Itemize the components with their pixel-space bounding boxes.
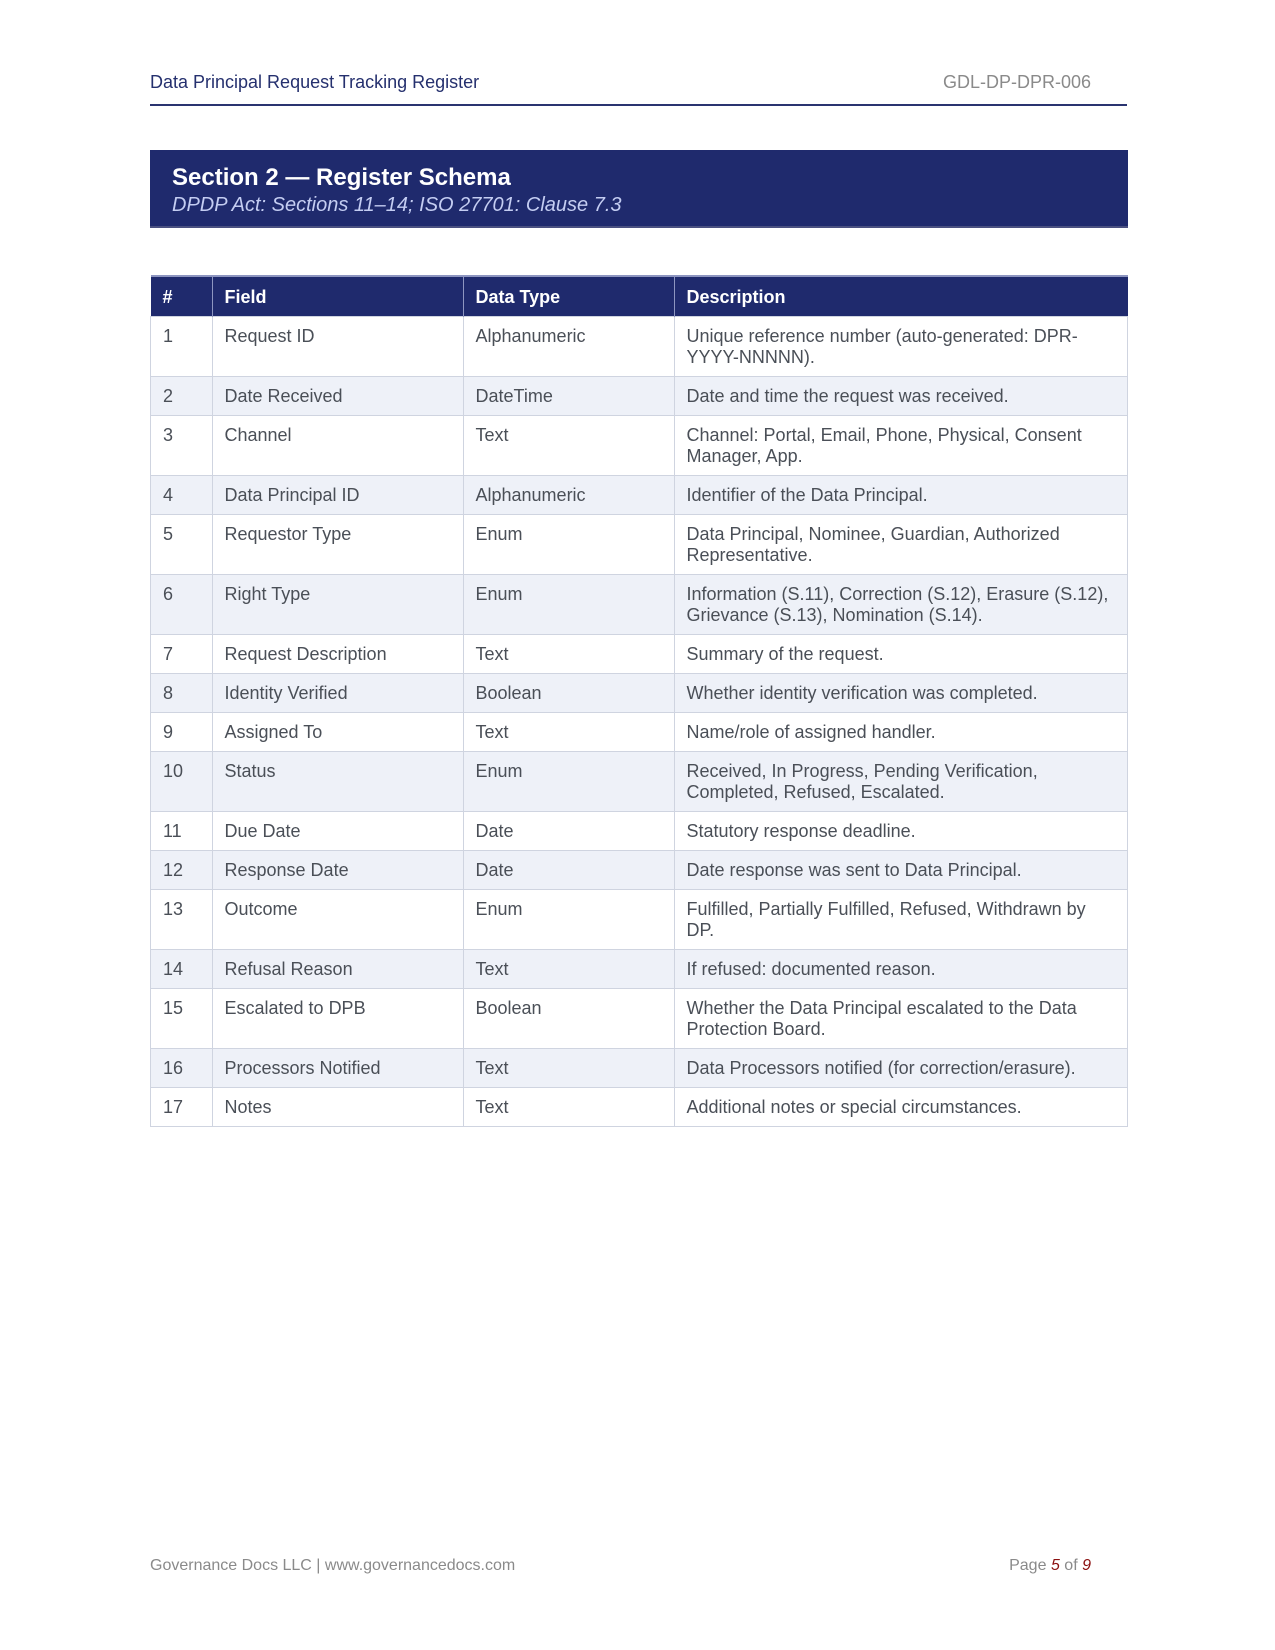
- table-row: [151, 989, 1128, 1049]
- table-row: [151, 950, 1128, 989]
- cell-field: Refusal Reason: [212, 950, 463, 989]
- cell-description: Date response was sent to Data Principal.: [674, 851, 1128, 890]
- page-label: Page: [1009, 1557, 1047, 1574]
- cell-description: Summary of the request.: [674, 635, 1128, 674]
- cell-number: 14: [151, 950, 213, 989]
- cell-number: 3: [151, 416, 213, 476]
- cell-data-type: Text: [463, 635, 674, 674]
- table-row: [151, 890, 1128, 950]
- cell-description: Unique reference number (auto-generated: DPR-YYYY-NNNNN).: [674, 317, 1128, 377]
- cell-field: Requestor Type: [212, 515, 463, 575]
- cell-description: If refused: documented reason.: [674, 950, 1128, 989]
- table-row: [151, 674, 1128, 713]
- cell-number: 4: [151, 476, 213, 515]
- cell-number: 1: [151, 317, 213, 377]
- cell-data-type: Enum: [463, 515, 674, 575]
- column-header-data-type: Data Type: [463, 276, 674, 317]
- cell-number: 9: [151, 713, 213, 752]
- cell-data-type: Alphanumeric: [463, 317, 674, 377]
- cell-field: Response Date: [212, 851, 463, 890]
- page-header: [150, 72, 1127, 106]
- cell-number: 5: [151, 515, 213, 575]
- cell-field: Notes: [212, 1088, 463, 1127]
- cell-data-type: Text: [463, 1088, 674, 1127]
- table-row: [151, 812, 1128, 851]
- page-number: [1009, 1557, 1091, 1575]
- section-subtitle: DPDP Act: Sections 11–14; ISO 27701: Clause 7.3: [172, 194, 622, 216]
- cell-field: Request ID: [212, 317, 463, 377]
- page-total: 9: [1082, 1557, 1091, 1574]
- cell-field: Identity Verified: [212, 674, 463, 713]
- register-schema-table: [150, 275, 1128, 1127]
- table-row: [151, 635, 1128, 674]
- cell-field: Status: [212, 752, 463, 812]
- table-row: [151, 851, 1128, 890]
- cell-description: Data Processors notified (for correction/erasure).: [674, 1049, 1128, 1088]
- cell-data-type: Boolean: [463, 989, 674, 1049]
- table-row: [151, 317, 1128, 377]
- cell-description: Whether the Data Principal escalated to the Data Protection Board.: [674, 989, 1128, 1049]
- cell-data-type: Enum: [463, 752, 674, 812]
- cell-data-type: DateTime: [463, 377, 674, 416]
- cell-number: 11: [151, 812, 213, 851]
- footer-company: Governance Docs LLC | www.governancedocs.com: [150, 1557, 516, 1574]
- cell-number: 13: [151, 890, 213, 950]
- cell-description: Date and time the request was received.: [674, 377, 1128, 416]
- table-body: [151, 317, 1128, 1127]
- cell-number: 10: [151, 752, 213, 812]
- cell-data-type: Date: [463, 812, 674, 851]
- cell-data-type: Boolean: [463, 674, 674, 713]
- cell-description: Data Principal, Nominee, Guardian, Authorized Representative.: [674, 515, 1128, 575]
- cell-description: Statutory response deadline.: [674, 812, 1128, 851]
- column-header-field: Field: [212, 276, 463, 317]
- cell-data-type: Text: [463, 950, 674, 989]
- cell-field: Channel: [212, 416, 463, 476]
- page-footer: [150, 1557, 1127, 1581]
- cell-field: Date Received: [212, 377, 463, 416]
- cell-description: Whether identity verification was completed.: [674, 674, 1128, 713]
- cell-field: Data Principal ID: [212, 476, 463, 515]
- section-banner: [150, 150, 1128, 228]
- cell-data-type: Text: [463, 1049, 674, 1088]
- cell-field: Outcome: [212, 890, 463, 950]
- cell-description: Information (S.11), Correction (S.12), Erasure (S.12), Grievance (S.13), Nomination (S.14).: [674, 575, 1128, 635]
- cell-number: 15: [151, 989, 213, 1049]
- table-row: [151, 416, 1128, 476]
- cell-field: Processors Notified: [212, 1049, 463, 1088]
- page-of: of: [1064, 1557, 1078, 1574]
- section-title: Section 2 — Register Schema: [172, 164, 511, 191]
- cell-description: Channel: Portal, Email, Phone, Physical, Consent Manager, App.: [674, 416, 1128, 476]
- cell-data-type: Enum: [463, 575, 674, 635]
- cell-data-type: Text: [463, 713, 674, 752]
- table-row: [151, 476, 1128, 515]
- cell-data-type: Enum: [463, 890, 674, 950]
- cell-field: Due Date: [212, 812, 463, 851]
- cell-data-type: Text: [463, 416, 674, 476]
- cell-field: Escalated to DPB: [212, 989, 463, 1049]
- document-title: Data Principal Request Tracking Register: [150, 72, 480, 92]
- table-row: [151, 713, 1128, 752]
- cell-data-type: Alphanumeric: [463, 476, 674, 515]
- cell-number: 16: [151, 1049, 213, 1088]
- cell-data-type: Date: [463, 851, 674, 890]
- cell-description: Additional notes or special circumstances.: [674, 1088, 1128, 1127]
- document-code: GDL-DP-DPR-006: [942, 72, 1091, 92]
- cell-number: 6: [151, 575, 213, 635]
- cell-field: Assigned To: [212, 713, 463, 752]
- table-row: [151, 752, 1128, 812]
- table-header-row: [151, 276, 1128, 317]
- cell-number: 17: [151, 1088, 213, 1127]
- cell-description: Received, In Progress, Pending Verification, Completed, Refused, Escalated.: [674, 752, 1128, 812]
- cell-description: Name/role of assigned handler.: [674, 713, 1128, 752]
- cell-number: 7: [151, 635, 213, 674]
- cell-number: 8: [151, 674, 213, 713]
- cell-description: Identifier of the Data Principal.: [674, 476, 1128, 515]
- cell-description: Fulfilled, Partially Fulfilled, Refused, Withdrawn by DP.: [674, 890, 1128, 950]
- cell-number: 12: [151, 851, 213, 890]
- table-row: [151, 1049, 1128, 1088]
- column-header-description: Description: [674, 276, 1128, 317]
- table-row: [151, 515, 1128, 575]
- page-current: 5: [1050, 1557, 1060, 1574]
- table-row: [151, 377, 1128, 416]
- cell-field: Right Type: [212, 575, 463, 635]
- table-row: [151, 1088, 1128, 1127]
- column-header-number: #: [151, 276, 213, 317]
- cell-number: 2: [151, 377, 213, 416]
- table-row: [151, 575, 1128, 635]
- cell-field: Request Description: [212, 635, 463, 674]
